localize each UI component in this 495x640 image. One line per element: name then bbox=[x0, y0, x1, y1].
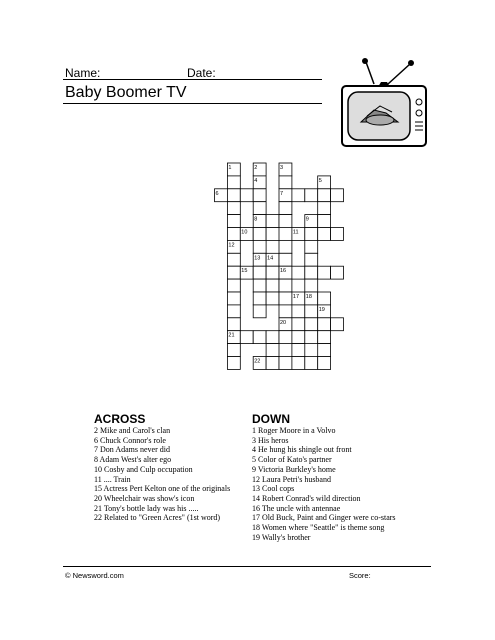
clue-down: 12 Laura Petri's husband bbox=[252, 474, 331, 484]
clue-down: 13 Cool cops bbox=[252, 484, 295, 494]
grid-cell[interactable] bbox=[318, 292, 331, 305]
grid-cell[interactable] bbox=[318, 228, 331, 241]
grid-cell[interactable] bbox=[279, 176, 292, 189]
clue-down: 9 Victoria Burkley's home bbox=[252, 464, 336, 474]
clue-number: 19 bbox=[318, 306, 325, 313]
grid-cell[interactable] bbox=[266, 357, 279, 370]
grid-cell[interactable] bbox=[305, 279, 318, 292]
grid-cell[interactable] bbox=[227, 215, 240, 228]
grid-cell[interactable] bbox=[331, 189, 344, 202]
clue-number: 14 bbox=[267, 255, 274, 262]
clue-across: 8 Adam West's alter ego bbox=[94, 455, 172, 465]
clue-across: 11 .... Train bbox=[94, 474, 131, 484]
clue-across: 2 Mike and Carol's clan bbox=[94, 426, 171, 435]
footer-rule bbox=[63, 566, 431, 567]
grid-cell[interactable] bbox=[305, 357, 318, 370]
grid-cell[interactable] bbox=[318, 318, 331, 331]
grid-cell[interactable] bbox=[318, 357, 331, 370]
grid-cell[interactable] bbox=[305, 228, 318, 241]
clue-across: 7 Don Adams never did bbox=[94, 445, 170, 455]
grid-cell[interactable] bbox=[292, 189, 305, 202]
across-clue-list bbox=[94, 426, 230, 523]
grid-cell[interactable] bbox=[279, 331, 292, 344]
grid-cell[interactable] bbox=[253, 240, 266, 253]
grid-cell[interactable] bbox=[253, 292, 266, 305]
grid-cell[interactable] bbox=[227, 357, 240, 370]
grid-cell[interactable] bbox=[227, 305, 240, 318]
grid-cell[interactable] bbox=[227, 266, 240, 279]
clue-number: 12 bbox=[228, 242, 235, 249]
clue-number: 4 bbox=[254, 177, 258, 184]
clue-number: 15 bbox=[241, 268, 248, 275]
grid-cell[interactable] bbox=[305, 189, 318, 202]
grid-cell[interactable] bbox=[266, 266, 279, 279]
grid-cell[interactable] bbox=[227, 202, 240, 215]
clue-down: 4 He hung his shingle out front bbox=[252, 445, 352, 455]
grid-cell[interactable] bbox=[279, 253, 292, 266]
grid-cell[interactable] bbox=[253, 228, 266, 241]
clue-down: 5 Color of Kato's partner bbox=[252, 455, 332, 465]
clue-down: 3 His heros bbox=[252, 435, 289, 445]
down-heading: DOWN bbox=[252, 412, 290, 426]
grid-cell[interactable] bbox=[240, 189, 253, 202]
clue-number: 5 bbox=[318, 177, 322, 184]
clue-down: 16 The uncle with antennae bbox=[252, 503, 341, 513]
grid-cell[interactable] bbox=[227, 189, 240, 202]
across-heading: ACROSS bbox=[94, 412, 146, 426]
clue-across: 10 Cosby and Culp occupation bbox=[94, 464, 193, 474]
grid-cell[interactable] bbox=[292, 305, 305, 318]
grid-cell[interactable] bbox=[331, 228, 344, 241]
grid-cell[interactable] bbox=[227, 253, 240, 266]
grid-cell[interactable] bbox=[292, 331, 305, 344]
grid-cell[interactable] bbox=[253, 305, 266, 318]
clue-number: 10 bbox=[241, 229, 248, 236]
name-label: Name: bbox=[65, 66, 101, 80]
down-clue-list bbox=[252, 426, 396, 542]
grid-cell[interactable] bbox=[253, 266, 266, 279]
grid-cell[interactable] bbox=[292, 266, 305, 279]
clue-number: 9 bbox=[305, 216, 309, 223]
grid-cell[interactable] bbox=[292, 344, 305, 357]
grid-cell[interactable] bbox=[305, 305, 318, 318]
grid-cell[interactable] bbox=[305, 266, 318, 279]
grid-cell[interactable] bbox=[279, 279, 292, 292]
grid-cell[interactable] bbox=[227, 292, 240, 305]
grid-cell[interactable] bbox=[240, 331, 253, 344]
clue-down: 1 Roger Moore in a Volvo bbox=[252, 426, 336, 435]
grid-cell[interactable] bbox=[305, 253, 318, 266]
grid-cell[interactable] bbox=[318, 215, 331, 228]
date-label: Date: bbox=[187, 66, 216, 80]
clue-down: 14 Robert Conrad's wild direction bbox=[252, 493, 361, 503]
grid-cell[interactable] bbox=[227, 318, 240, 331]
grid-cell[interactable] bbox=[266, 215, 279, 228]
clue-across: 20 Wheelchair was show's icon bbox=[94, 493, 195, 503]
clue-number: 16 bbox=[280, 268, 287, 275]
grid-cell[interactable] bbox=[227, 176, 240, 189]
clue-number: 7 bbox=[280, 190, 284, 197]
grid-cell[interactable] bbox=[318, 331, 331, 344]
grid-cell[interactable] bbox=[266, 279, 279, 292]
grid-cell[interactable] bbox=[253, 331, 266, 344]
grid-cell[interactable] bbox=[331, 266, 344, 279]
clue-down: 19 Wally's brother bbox=[252, 532, 311, 542]
clue-number: 20 bbox=[280, 319, 287, 326]
clue-number: 2 bbox=[254, 165, 258, 171]
grid-cell[interactable] bbox=[266, 331, 279, 344]
score-label: Score: bbox=[349, 571, 371, 580]
copyright-text: © Newsword.com bbox=[65, 571, 124, 580]
clue-number: 17 bbox=[292, 294, 300, 300]
grid-cell[interactable] bbox=[318, 344, 331, 357]
clue-number: 6 bbox=[215, 190, 219, 197]
clue-number: 21 bbox=[228, 332, 235, 339]
grid-cell[interactable] bbox=[292, 318, 305, 331]
clue-number: 22 bbox=[254, 358, 261, 365]
page-title: Baby Boomer TV bbox=[65, 84, 187, 101]
clue-number: 3 bbox=[280, 165, 284, 171]
grid-cell[interactable] bbox=[279, 240, 292, 253]
clue-down: 17 Old Buck, Paint and Ginger were co-stars bbox=[252, 513, 396, 523]
clue-across: 21 Tony's bottle lady was his ..... bbox=[94, 503, 199, 513]
grid-cell[interactable] bbox=[266, 228, 279, 241]
grid-cell[interactable] bbox=[305, 331, 318, 344]
grid-cell[interactable] bbox=[253, 279, 266, 292]
grid-cell[interactable] bbox=[305, 318, 318, 331]
grid-cell[interactable] bbox=[253, 189, 266, 202]
grid-cell[interactable] bbox=[227, 279, 240, 292]
clue-across: 6 Chuck Connor's role bbox=[94, 435, 166, 445]
clue-number: 8 bbox=[254, 216, 258, 223]
grid-cell[interactable] bbox=[253, 202, 266, 215]
grid-cell[interactable] bbox=[279, 292, 292, 305]
grid-cell[interactable] bbox=[279, 202, 292, 215]
grid-cell[interactable] bbox=[318, 189, 331, 202]
grid-cell[interactable] bbox=[227, 344, 240, 357]
grid-cell[interactable] bbox=[305, 240, 318, 253]
clue-number: 18 bbox=[305, 294, 312, 300]
grid-cell[interactable] bbox=[331, 318, 344, 331]
clue-across: 15 Actress Pert Kelton one of the originals bbox=[94, 484, 231, 494]
clue-number: 11 bbox=[292, 229, 299, 236]
clue-across: 22 Related to "Green Acres" (1st word) bbox=[94, 513, 221, 523]
grid-cell[interactable] bbox=[227, 228, 240, 241]
grid-cell[interactable] bbox=[279, 215, 292, 228]
clue-number: 1 bbox=[228, 165, 232, 171]
grid-cell[interactable] bbox=[266, 344, 279, 357]
clue-number: 13 bbox=[254, 255, 261, 262]
grid-cell[interactable] bbox=[318, 202, 331, 215]
grid-cell[interactable] bbox=[279, 305, 292, 318]
grid-cell[interactable] bbox=[292, 357, 305, 370]
grid-cell[interactable] bbox=[266, 292, 279, 305]
clue-down: 18 Women where "Seattle" is theme song bbox=[252, 523, 385, 533]
grid-cell[interactable] bbox=[279, 357, 292, 370]
grid-cell[interactable] bbox=[318, 266, 331, 279]
